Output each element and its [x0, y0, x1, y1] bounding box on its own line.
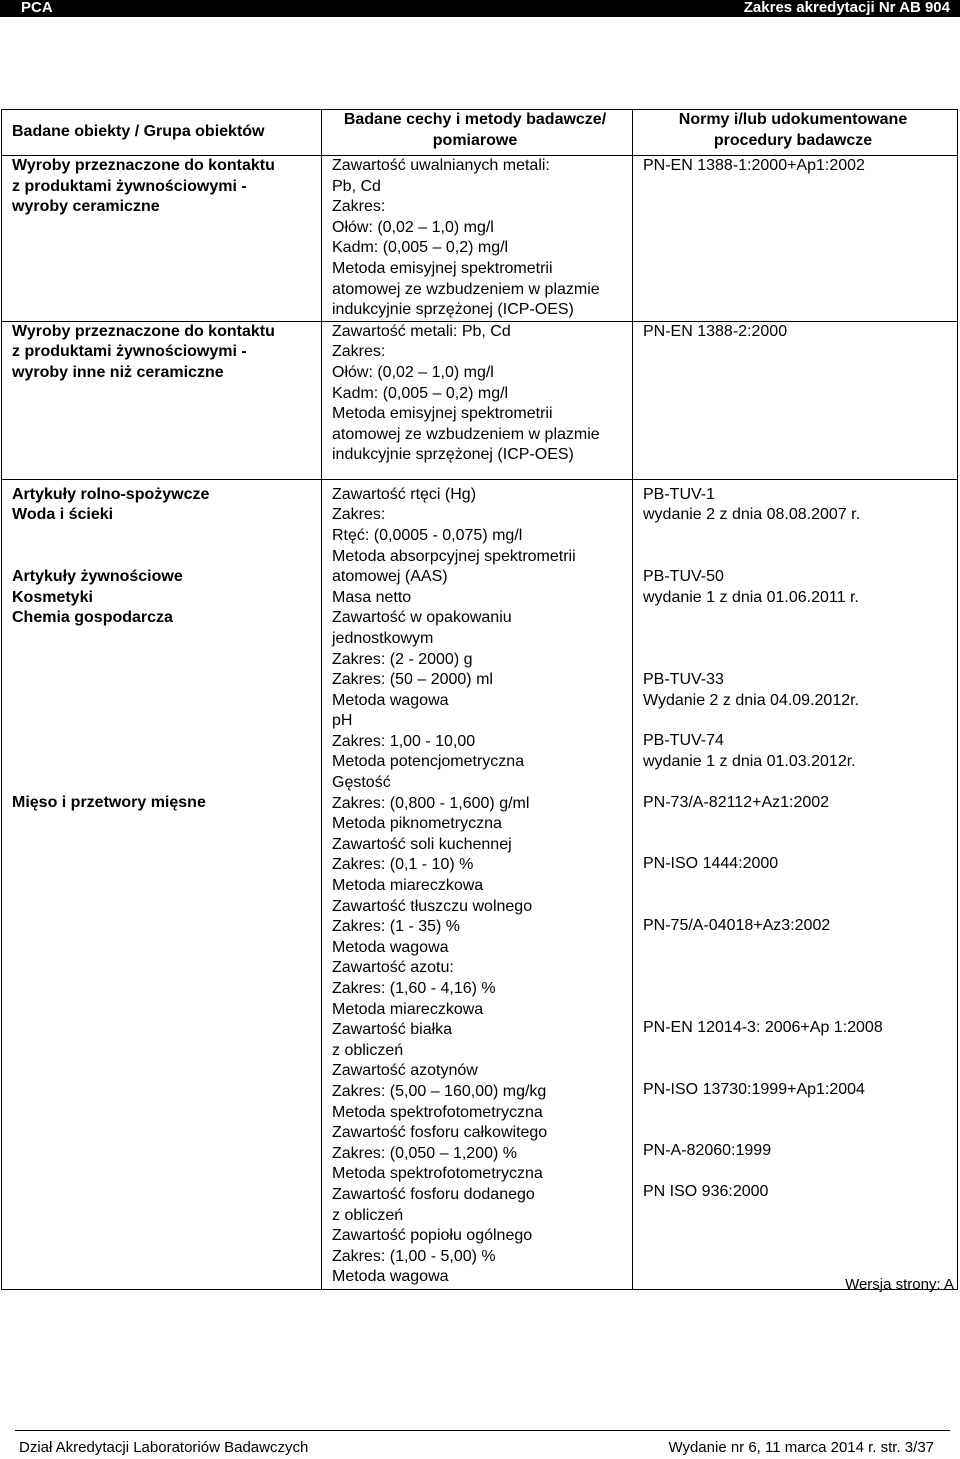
row2-objects: Wyroby przeznaczone do kontaktu z produktami żywnościowymi - wyroby inne niż ceramiczne [2, 321, 322, 479]
footer-rule [15, 1430, 950, 1431]
version-note: Wersja strony: A [845, 1276, 954, 1293]
row1-norms: PN-EN 1388-1:2000+Ap1:2002 [633, 156, 958, 322]
row1-objects: Wyroby przeznaczone do kontaktu z produktami żywnościowymi - wyroby ceramiczne [2, 156, 322, 322]
header-objects: Badane obiekty / Grupa obiektów [2, 110, 322, 156]
row2-methods: Zawartość metali: Pb, Cd Zakres: Ołów: (0,02 – 1,0) mg/l Kadm: (0,005 – 0,2) mg/l Metoda emisyjnej spektrometrii atomowej ze wzbudzeniem w plazmie indukcyjnie sprzężonej (ICP-OES) [322, 321, 633, 479]
header-norms: Normy i/lub udokumentowane procedury badawcze [633, 110, 958, 156]
row3-methods: Zawartość rtęci (Hg) Zakres: Rtęć: (0,0005 - 0,075) mg/l Metoda absorpcyjnej spektrometrii atomowej (AAS) Masa netto Zawartość w opakowaniu jednostkowym Zakres: (2 - 2000) g Zakres: (50 – 2000) ml Metoda wagowa pH Zakres: 1,00 - 10,00 Metoda potencjometryczna Gęstość Zakres: (0,800 - 1,600) g/ml Metoda piknometryczna Zawartość soli kuchennej Zakres: (0,1 - 10) % Metoda miareczkowa Zawartość tłuszczu wolnego Zakres: (1 - 35) % Metoda wagowa Zawartość azotu: Zakres: (1,60 - 4,16) % Metoda miareczkowa Zawartość białka z obliczeń Zawartość azotynów Zakres: (5,00 – 160,00) mg/kg Metoda spektrofotometryczna Zawartość fosforu całkowitego Zakres: (0,050 – 1,200) % Metoda spektrofotometryczna Zawartość fosforu dodanego z obliczeń Zawartość popiołu ogólnego Zakres: (1,00 - 5,00) % Metoda wagowa [322, 479, 633, 1289]
accreditation-table [1, 109, 958, 1290]
row3-objects: Artykuły rolno-spożywcze Woda i ścieki Artykuły żywnościowe Kosmetyki Chemia gospodarcza Mięso i przetwory mięsne [2, 479, 322, 1289]
table-row [2, 156, 958, 322]
table-header-row [2, 110, 958, 156]
footer-edition-page: Wydanie nr 6, 11 marca 2014 r. str. 3/37 [668, 1439, 934, 1456]
table-row [2, 321, 958, 479]
header-org: PCA [21, 0, 53, 16]
row3-norms: PB-TUV-1 wydanie 2 z dnia 08.08.2007 r. PB-TUV-50 wydanie 1 z dnia 01.06.2011 r. PB-TUV-33 Wydanie 2 z dnia 04.09.2012r. PB-TUV-74 wydanie 1 z dnia 01.03.2012r. PN-73/A-82112+Az1:2002 PN-ISO 1444:2000 PN-75/A-04018+Az3:2002 PN-EN 12014-3: 2006+Ap 1:2008 PN-ISO 13730:1999+Ap1:2004 PN-A-82060:1999 PN ISO 936:2000 [633, 479, 958, 1289]
header-methods: Badane cechy i metody badawcze/ pomiarowe [322, 110, 633, 156]
footer-department: Dział Akredytacji Laboratoriów Badawczych [19, 1439, 309, 1456]
row2-norms: PN-EN 1388-2:2000 [633, 321, 958, 479]
header-band [0, 0, 960, 17]
header-title: Zakres akredytacji Nr AB 904 [743, 0, 950, 16]
row1-methods: Zawartość uwalnianych metali: Pb, Cd Zakres: Ołów: (0,02 – 1,0) mg/l Kadm: (0,005 – 0,2) mg/l Metoda emisyjnej spektrometrii atomowej ze wzbudzeniem w plazmie indukcyjnie sprzężonej (ICP-OES) [322, 156, 633, 322]
table-row [2, 479, 958, 1289]
